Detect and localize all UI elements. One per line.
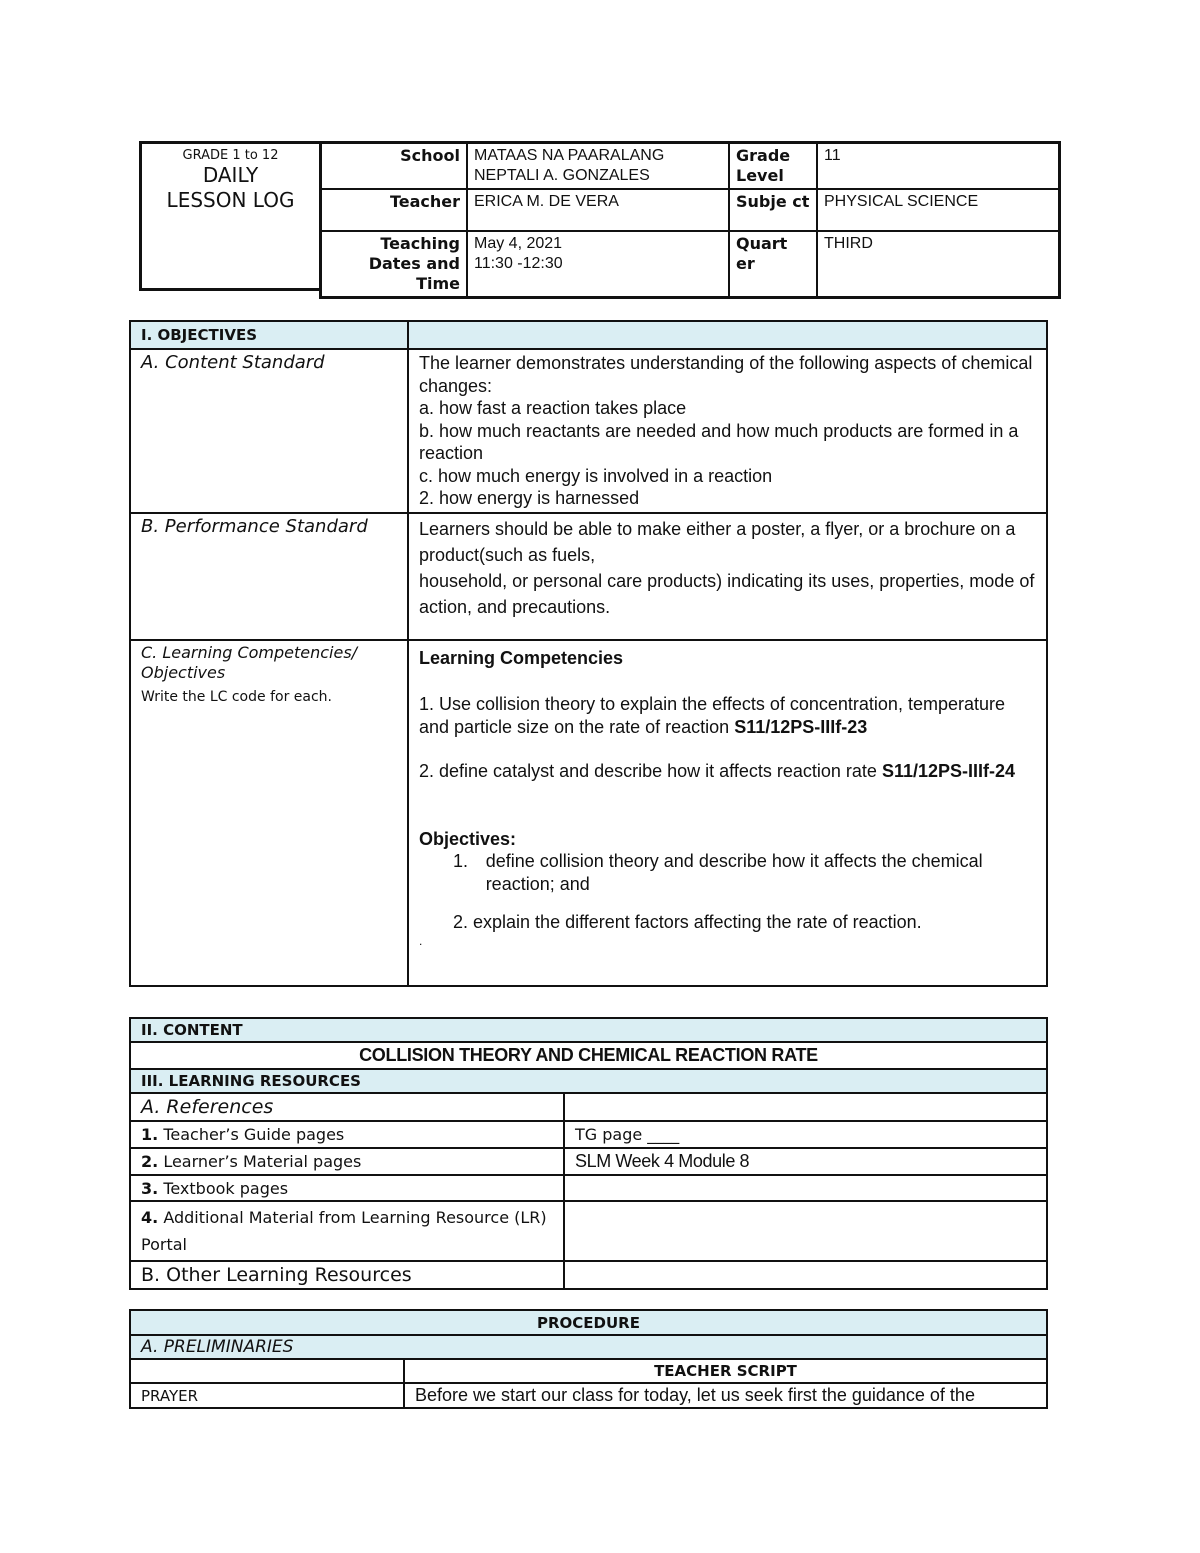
prayer-label: PRAYER [130,1383,404,1408]
content-standard-label: A. Content Standard [130,349,408,513]
competencies-label: C. Learning Competencies/ Objectives [141,642,358,682]
trailing-dot: . [419,933,423,948]
subject-value: PHYSICAL SCIENCE [817,189,1060,231]
objective-2: 2. explain the different factors affecting the rate of reaction. [453,912,922,932]
dates-label: Teaching Dates and Time [321,231,468,298]
grade-level-value: 11 [817,143,1060,190]
references-label: A. References [130,1093,564,1121]
resources-heading: III. LEARNING RESOURCES [130,1069,1047,1093]
teacher-label: Teacher [321,189,468,231]
grade-range: GRADE 1 to 12 [182,148,279,163]
quarter-value: THIRD [817,231,1060,298]
performance-standard: Learners should be able to make either a poster, a flyer, or a brochure on a product(such as fuels, household, or personal care products) indicating its uses, properties, mode of action, and precautions. [408,513,1047,640]
content-resources-table [129,1017,1048,1290]
references-value [564,1093,1047,1121]
dates-value: May 4, 2021 11:30 -12:30 [467,231,729,298]
competency-2: 2. define catalyst and describe how it affects reaction rate S11/12PS-IIIf-24 [419,761,1016,781]
grade-level-label: Grade Level [729,143,817,190]
quarter-label: Quart er [729,231,817,298]
objectives-subheading: Objectives: [419,828,517,849]
performance-standard-label: B. Performance Standard [130,513,408,640]
tg-label: 1. Teacher’s Guide pages [130,1121,564,1148]
subject-label: Subje ct [729,189,817,231]
tg-value: TG page ____ [564,1121,1047,1148]
am-label: 4. Additional Material from Learning Resource (LR) Portal [130,1201,564,1261]
objectives-table [129,320,1048,987]
content-title: COLLISION THEORY AND CHEMICAL REACTION RATE [130,1042,1047,1069]
header-info-table [319,141,1061,299]
other-resources-label: B. Other Learning Resources [130,1261,564,1289]
school-value: MATAAS NA PAARALANG NEPTALI A. GONZALES [467,143,729,190]
competencies-heading: Learning Competencies [419,647,624,668]
school-label: School [321,143,468,190]
content-heading: II. CONTENT [130,1018,1047,1042]
competencies-label-cell [130,640,408,986]
tb-label: 3. Textbook pages [130,1175,564,1201]
tb-value [564,1175,1047,1201]
competencies-body [408,640,1047,986]
script-heading-blank [130,1359,404,1383]
other-resources-value [564,1261,1047,1289]
teacher-value: ERICA M. DE VERA [467,189,729,231]
competencies-note: Write the LC code for each. [141,688,332,705]
teacher-script-heading: TEACHER SCRIPT [404,1359,1047,1383]
title-lesson-log: LESSON LOG [166,188,295,212]
objective-1: 1. define collision theory and describe how it affects the chemical reaction; and [453,851,983,894]
content-standard: The learner demonstrates understanding of the following aspects of chemical changes: a. how fast a reaction takes place b. how much reactants are needed and how much products are formed in a reaction c. how much energy is involved in a reaction 2. how energy is harnessed [408,349,1047,513]
lm-label: 2. Learner’s Material pages [130,1148,564,1175]
am-value [564,1201,1047,1261]
prayer-text: Before we start our class for today, let us seek first the guidance of the [404,1383,1047,1408]
procedure-heading: PROCEDURE [130,1310,1047,1335]
objectives-heading: I. OBJECTIVES [130,321,408,349]
competency-1: 1. Use collision theory to explain the effects of concentration, temperature and particle size on the rate of reaction S11/12PS-IIIf-23 [419,694,1005,737]
preliminaries-heading: A. PRELIMINARIES [130,1335,1047,1359]
procedure-table [129,1309,1048,1409]
title-daily: DAILY [202,163,259,187]
lesson-log-title-box [139,141,319,291]
objectives-heading-blank [408,321,1047,349]
lm-value: SLM Week 4 Module 8 [564,1148,1047,1175]
